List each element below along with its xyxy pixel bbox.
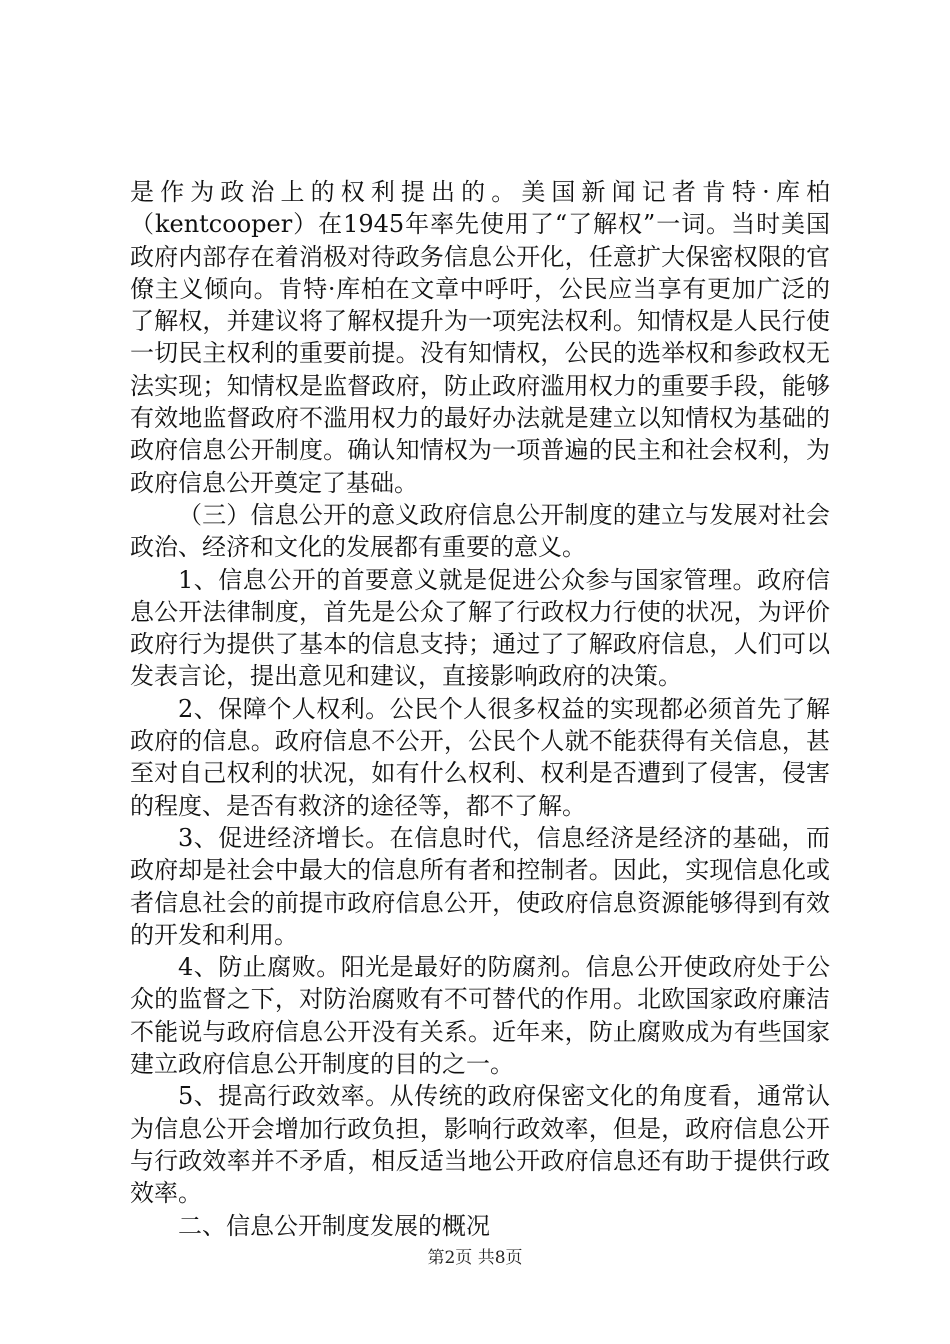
paragraph-right-to-know: 是作为政治上的权利提出的。美国新闻记者肯特·库柏（kentcooper）在1945年率先使用了“了解权”一词。当时美国政府内部存在着消极对待政务信息公开化，任意扩大保密权限的官僚主义倾向。肯特·库柏在文章中呼吁，公民应当享有更加广泛的了解权，并建议将了解权提升为一项宪法权利。知情权是人民行使一切民主权利的重要前提。没有知情权，公民的选举权和参政权无法实现；知情权是监督政府，防止政府滥用权力的重要手段，能够有效地监督政府不滥用权力的最好办法就是建立以知情权为基础的政府信息公开制度。确认知情权为一项普遍的民主和社会权利，为政府信息公开奠定了基础。 (130, 178, 830, 497)
paragraph-point-5: 5、提高行政效率。从传统的政府保密文化的角度看，通常认为信息公开会增加行政负担，影响行政效率，但是，政府信息公开与行政效率并不矛盾，相反适当地公开政府信息还有助于提供行政效率。 (130, 1082, 830, 1208)
section-2-heading: 二、信息公开制度发展的概况 (178, 1211, 490, 1240)
document-body (130, 176, 830, 1242)
page-number-footer: 第2页 共8页 (427, 1248, 523, 1268)
paragraph-point-3: 3、促进经济增长。在信息时代，信息经济是经济的基础，而政府却是社会中最大的信息所有者和控制者。因此，实现信息化或者信息社会的前提市政府信息公开，使政府信息资源能够得到有效的开发和利用。 (130, 823, 830, 949)
paragraph-section-3-heading: （三）信息公开的意义政府信息公开制度的建立与发展对社会政治、经济和文化的发展都有重要的意义。 (130, 500, 830, 562)
paragraph-point-2: 2、保障个人权利。公民个人很多权益的实现都必须首先了解政府的信息。政府信息不公开，公民个人就不能获得有关信息，甚至对自己权利的状况，如有什么权利、权利是否遭到了侵害，侵害的程度、是否有救济的途径等，都不了解。 (130, 694, 830, 820)
paragraph-point-1: 1、信息公开的首要意义就是促进公众参与国家管理。政府信息公开法律制度，首先是公众了解了行政权力行使的状况，为评价政府行为提供了基本的信息支持；通过了了解政府信息，人们可以发表言论，提出意见和建议，直接影响政府的决策。 (130, 565, 830, 691)
paragraph-point-4: 4、防止腐败。阳光是最好的防腐剂。信息公开使政府处于公众的监督之下，对防治腐败有不可替代的作用。北欧国家政府廉洁不能说与政府信息公开没有关系。近年来，防止腐败成为有些国家建立政府信息公开制度的目的之一。 (130, 953, 830, 1079)
